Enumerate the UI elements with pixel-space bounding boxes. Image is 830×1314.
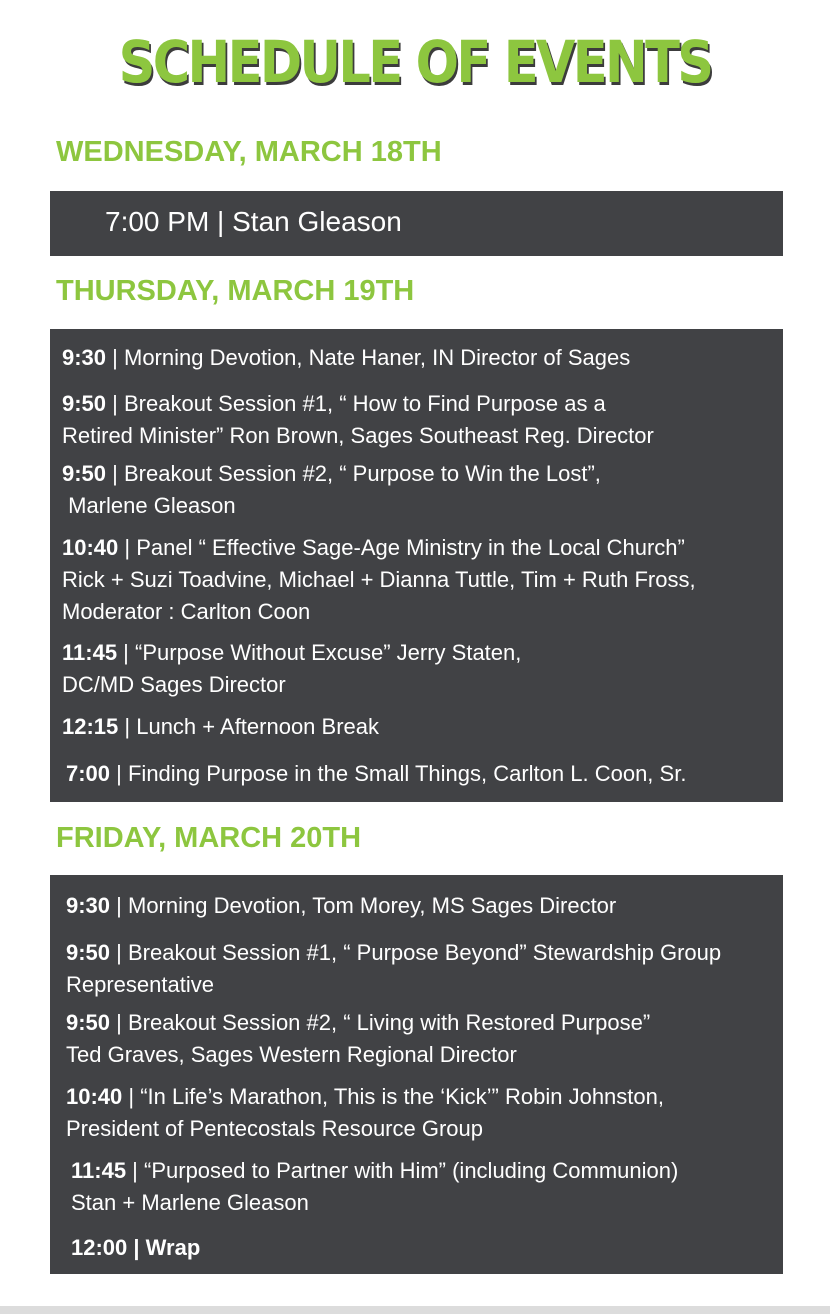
day-heading-wednesday: WEDNESDAY, MARCH 18TH [56, 136, 442, 168]
event-time: 12:00 [71, 1235, 128, 1260]
event-text: | Breakout Session #1, “ Purpose Beyond” Stewardship Group [110, 940, 722, 965]
event-item [66, 1081, 664, 1145]
event-item [62, 388, 654, 452]
wednesday-panel [50, 191, 783, 256]
event-time: 9:30 [66, 893, 111, 918]
page-title: SCHEDULE OF EVENTS [118, 28, 712, 96]
event-item [66, 1007, 650, 1071]
event-time: 11:45 [71, 1158, 127, 1183]
event-text: | Morning Devotion, Tom Morey, MS Sages Director [110, 893, 617, 918]
event-text: | “In Life’s Marathon, This is the ‘Kick’” Robin Johnston, [122, 1084, 664, 1109]
event-text: Rick + Suzi Toadvine, Michael + Dianna Tuttle, Tim + Ruth Fross, [62, 567, 696, 592]
event-item [71, 1155, 678, 1219]
event-text: Ted Graves, Sages Western Regional Director [66, 1042, 517, 1067]
event-item [62, 637, 521, 701]
event-text: | Finding Purpose in the Small Things, Carlton L. Coon, Sr. [110, 761, 687, 786]
event-time: 9:50 [66, 1010, 111, 1035]
event-time: 11:45 [62, 640, 118, 665]
event-text: Retired Minister” Ron Brown, Sages Southeast Reg. Director [62, 423, 654, 448]
event-text: | Morning Devotion, Nate Haner, IN Director of Sages [106, 345, 631, 370]
event-text: Representative [66, 972, 214, 997]
event-text: | Breakout Session #1, “ How to Find Purpose as a [106, 391, 606, 416]
event-text: | Breakout Session #2, “ Purpose to Win the Lost”, [106, 461, 601, 486]
event-time: 9:50 [66, 940, 111, 965]
event-text: DC/MD Sages Director [62, 672, 286, 697]
event-time: 7:00 [66, 761, 111, 786]
day-heading-thursday: THURSDAY, MARCH 19TH [56, 275, 415, 307]
event-text: | Stan Gleason [209, 206, 402, 237]
event-text: Stan + Marlene Gleason [71, 1190, 309, 1215]
day-heading-friday: FRIDAY, MARCH 20TH [56, 822, 362, 854]
event-item [66, 758, 686, 790]
event-item [66, 937, 721, 1001]
bottom-divider [0, 1306, 830, 1314]
event-time: 9:50 [62, 461, 107, 486]
event-time: 9:50 [62, 391, 107, 416]
thursday-panel [50, 329, 783, 802]
event-item [66, 890, 616, 922]
event-text: President of Pentecostals Resource Group [66, 1116, 484, 1141]
event-time: 9:30 [62, 345, 107, 370]
event-item [62, 458, 601, 522]
event-time: 10:40 [66, 1084, 123, 1109]
event-time: 12:15 [62, 714, 119, 739]
event-time: 10:40 [62, 535, 119, 560]
event-text: Moderator : Carlton Coon [62, 599, 311, 624]
event-text: | Panel “ Effective Sage-Age Ministry in the Local Church” [118, 535, 685, 560]
event-text: | “Purpose Without Excuse” Jerry Staten, [117, 640, 522, 665]
event-time: 7:00 PM [105, 206, 210, 237]
event-item [105, 206, 402, 238]
event-item [71, 1232, 200, 1264]
event-text: | “Purposed to Partner with Him” (including Communion) [126, 1158, 679, 1183]
friday-panel [50, 875, 783, 1274]
event-item [62, 342, 630, 374]
event-text: Marlene Gleason [62, 493, 236, 518]
event-item [62, 711, 379, 743]
event-text: | Breakout Session #2, “ Living with Restored Purpose” [110, 1010, 651, 1035]
event-item [62, 532, 696, 628]
event-text: | Wrap [127, 1235, 201, 1260]
event-text: | Lunch + Afternoon Break [118, 714, 380, 739]
